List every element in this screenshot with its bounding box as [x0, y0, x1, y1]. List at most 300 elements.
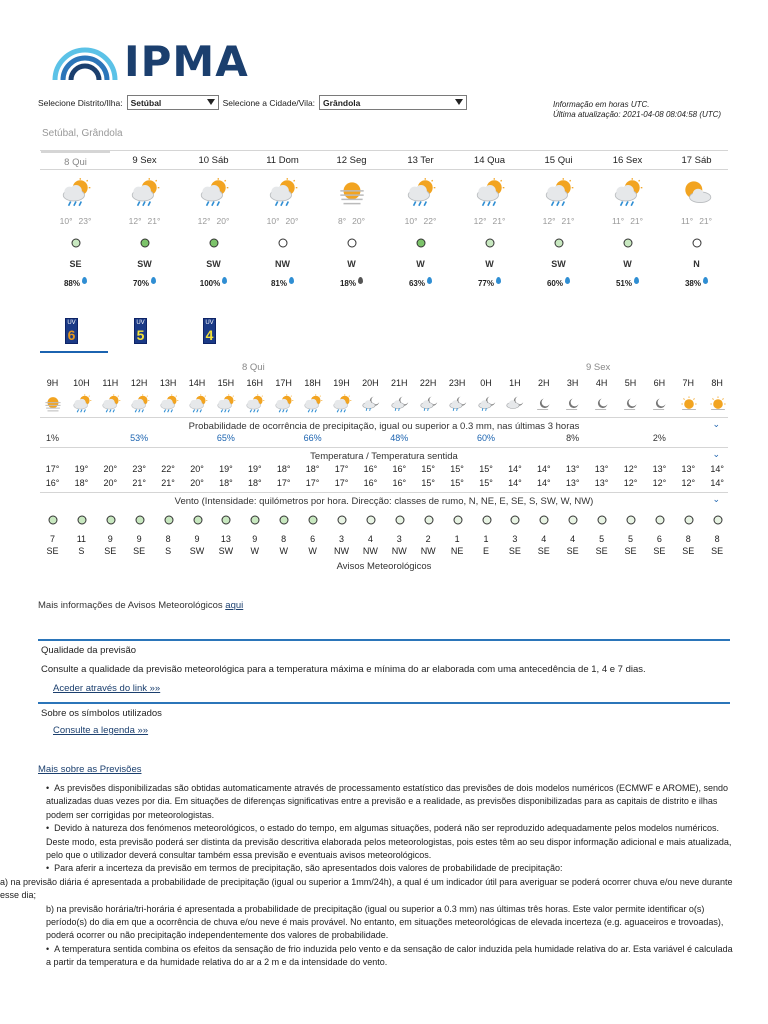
hour-label: 2H: [538, 378, 550, 388]
note-text: a) na previsão diária é apresentada a probabilidade de precipitação (igual ou superior a 1mm/24h), a qual é um indicador útil para averiguar se poderá ocorrer chuva e/ou neve durante esse dia;: [0, 876, 733, 901]
hourly-wind-speed: 4: [541, 534, 547, 544]
day-wind-dir: SE: [69, 259, 82, 269]
partly-cloudy-rain-icon: [129, 393, 151, 415]
rain-drop-icon: [151, 277, 156, 284]
hour-label: 16H: [246, 378, 264, 388]
wind-direction-icon: [47, 514, 59, 526]
hourly-wind-dir: SW: [218, 546, 234, 556]
wind-direction-icon: [163, 514, 175, 526]
hour-label: 9H: [46, 378, 59, 388]
logo-text: IPMA: [124, 37, 249, 86]
tmin: 12°: [542, 216, 556, 226]
hourly-wind-dir: NW: [420, 546, 436, 556]
hourly-wind-dir: NW: [334, 546, 349, 556]
hourly-wind-speed: 9: [194, 534, 200, 544]
hourly-feels-value: 14°: [536, 478, 551, 488]
day-precip: [593, 279, 662, 288]
hourly-wind-speed: 6: [310, 534, 316, 544]
tmax: 23°: [78, 216, 92, 226]
precip-value: 81%: [270, 279, 287, 288]
hourly-feels-value: 21°: [161, 478, 175, 488]
hour-label: 8H: [711, 378, 723, 388]
day-precip-row: [40, 279, 728, 291]
hourly-feels-value: 15°: [479, 478, 493, 488]
hourly-temp-value: 14°: [536, 464, 551, 474]
hourly-feels-value: 16°: [363, 478, 378, 488]
hourly-wind-speed: 6: [656, 534, 662, 544]
hourly-wind-speed: 11: [76, 534, 87, 544]
location-selectors: [38, 95, 467, 110]
hourly-feels-value: 16°: [45, 478, 60, 488]
hourly-wind-dir: SE: [624, 546, 637, 556]
hour-label: 19H: [333, 378, 350, 388]
wind-direction-icon: [41, 237, 110, 249]
hourly-wind-dir: SE: [595, 546, 608, 556]
hourly-wind-speed: 9: [136, 534, 142, 544]
symbols-link[interactable]: Consulte a legenda »»: [53, 725, 149, 736]
hourly-temp-value: 22°: [161, 464, 175, 474]
wind-direction-icon: [712, 514, 724, 526]
tmax: 22°: [423, 216, 437, 226]
hourly-feels-value: 21°: [132, 478, 146, 488]
rain-drop-icon: [358, 277, 363, 284]
night-cloud-rain-icon: [418, 393, 440, 415]
uv-label: UV: [136, 320, 145, 326]
wind-section-header[interactable]: [40, 492, 728, 506]
tmin: 10°: [404, 216, 418, 226]
hourly-wind-speed: 5: [599, 534, 605, 544]
wind-direction-icon: [455, 237, 524, 249]
day-precip: [248, 279, 317, 288]
day-tabs: [40, 150, 728, 170]
ipma-logo[interactable]: [52, 37, 249, 86]
tmin: 10°: [266, 216, 280, 226]
tmin: 10°: [59, 216, 73, 226]
wind-direction-icon: [249, 514, 261, 526]
hourly-feels-value: 17°: [305, 478, 320, 488]
hourly-wind-dir: S: [165, 546, 172, 556]
avisos-link[interactable]: aqui: [225, 600, 244, 611]
note-paragraph: [0, 876, 736, 903]
day-wind-dir: W: [485, 259, 494, 269]
uv-label: UV: [205, 320, 214, 326]
partly-cloudy-rain-icon: [71, 393, 93, 415]
precip-section-title: Probabilidade de ocorrência de precipitação, igual ou superior a 0.3 mm, nas últimas 3 horas: [188, 421, 580, 432]
hourly-wind-dir: SE: [653, 546, 666, 556]
day-temp: [524, 216, 593, 226]
hour-label: 1H: [509, 378, 521, 388]
quality-section: [38, 639, 730, 701]
more-avisos: [38, 600, 243, 611]
hourly-precip-value: 2%: [652, 433, 666, 443]
hourly-wind-dir: SE: [104, 546, 117, 556]
hourly-temp-value: 19°: [219, 464, 233, 474]
day-precip: [41, 279, 110, 288]
precip-value: 63%: [408, 279, 425, 288]
hourly-wind-speed: 5: [627, 534, 633, 544]
uv-value: 5: [136, 327, 145, 343]
utc-info: Informação em horas UTC.: [553, 100, 650, 109]
tmin: 11°: [611, 216, 625, 226]
hourly-wind-dir: W: [308, 546, 317, 556]
avisos-label: Avisos Meteorológicos: [336, 561, 432, 572]
tmax: 20°: [216, 216, 230, 226]
wind-direction-icon: [567, 514, 579, 526]
partly-cloudy-rain-icon: [386, 176, 455, 210]
hourly-precip-value: 53%: [130, 433, 149, 443]
active-tab-indicator: [40, 351, 108, 353]
partly-cloudy-rain-icon: [179, 176, 248, 210]
day-icons-row: [40, 176, 728, 210]
hourly-temp-value: 13°: [594, 464, 609, 474]
hourly-temp-value: 14°: [508, 464, 522, 474]
tmax: 20°: [285, 216, 299, 226]
uv-value: 4: [205, 327, 214, 343]
hourly-wind-dir: SE: [537, 546, 550, 556]
day-temp: [41, 216, 110, 226]
hourly-wind-dir: SE: [508, 546, 521, 556]
hour-label: 23H: [448, 378, 466, 388]
day-wind-dir: SW: [137, 259, 152, 269]
hourly-wind-dir: S: [78, 546, 85, 556]
day-precip: [524, 279, 593, 288]
hourly-temp-value: 19°: [247, 464, 262, 474]
partly-cloudy-rain-icon: [455, 176, 524, 210]
wind-direction-icon: [538, 514, 550, 526]
precip-value: 77%: [477, 279, 494, 288]
quality-title: Qualidade da previsão: [41, 645, 137, 656]
day-precip: [179, 279, 248, 288]
district-select-value: Setúbal: [130, 97, 162, 108]
city-select[interactable]: [319, 95, 467, 110]
note-paragraph: • Para aferir a incerteza da previsão em termos de precipitação, são apresentados dois valores de probabilidade de precipitação:: [46, 862, 736, 875]
hourly-wind-icons-row: [38, 514, 738, 528]
rain-drop-icon: [427, 277, 432, 284]
moon-icon: [649, 393, 671, 415]
wind-direction-icon: [683, 514, 695, 526]
hourly-temp-value: 16°: [392, 464, 407, 474]
hourly-wind-speed: 8: [281, 534, 287, 544]
hourly-day2-label: 9 Sex: [586, 362, 611, 373]
hourly-feels-value: 18°: [74, 478, 89, 488]
hourly-feels-value: 18°: [219, 478, 233, 488]
wind-direction-icon: [278, 514, 290, 526]
sun-icon: [678, 393, 700, 415]
hourly-wind-speed: 13: [220, 534, 231, 544]
precip-value: 70%: [132, 279, 149, 288]
day-wind-dir: SW: [206, 259, 221, 269]
wind-direction-icon: [481, 514, 493, 526]
wind-section-title: Vento (Intensidade: quilómetros por hora. Direcção: classes de rumo, N, NE, E, SE, S, SW, W, NW): [174, 496, 594, 507]
district-label: Selecione Distrito/Ilha:: [38, 97, 123, 108]
day-tab[interactable]: 15 Qui: [544, 155, 573, 166]
hourly-temp-value: 14°: [710, 464, 724, 474]
note-paragraph: b) na previsão horária/tri-horária é apresentada a probabilidade de precipitação (igual ou superior a 0.3 mm) nas últimas três horas. Este valor permite identificar o(s) período(s) do dia em que a ocorrência de chuva e/ou neve é mais provável. No entanto, em situações meteorológicas de elevada incerteza (e.g. aguaceiros e trovoadas), poderá ocorrer ou não precipitação independentemente dos valores de probabilidade.: [46, 903, 724, 941]
hourly-temp-value: 15°: [450, 464, 464, 474]
hourly-feels-value: 16°: [392, 478, 407, 488]
location-title: Setúbal, Grândola: [42, 128, 123, 139]
hourly-precip-value: 48%: [390, 433, 409, 443]
hourly-wind-speed: 1: [454, 534, 460, 544]
hour-label: 10H: [73, 378, 90, 388]
day-wind-dir: N: [693, 259, 700, 269]
hourly-temp-value: 13°: [565, 464, 580, 474]
partly-cloudy-rain-icon: [215, 393, 237, 415]
note-paragraph: • A temperatura sentida combina os efeitos da sensação de frio induzida pelo vento e da sensação de calor induzida pela humidade relativa do ar. Esta variável é calculada a partir da temperatura e da humidade relativa do ar a 2 m e da intensidade do vento.: [46, 943, 736, 970]
day-temp: [248, 216, 317, 226]
hour-label: 21H: [391, 378, 408, 388]
chevron-down-icon[interactable]: ⌄: [712, 419, 720, 429]
hourly-feels-value: 18°: [247, 478, 262, 488]
hourly-feels-value: 13°: [594, 478, 609, 488]
hourly-day1-label: 8 Qui: [242, 362, 265, 373]
partly-cloudy-rain-icon: [331, 393, 353, 415]
hourly-wind-speed-row: [38, 534, 738, 545]
day-tab[interactable]: 9 Sex: [132, 155, 157, 166]
hourly-wind-speed: 8: [714, 534, 720, 544]
tmax: 21°: [561, 216, 575, 226]
hourly-wind-speed: 9: [107, 534, 113, 544]
hour-label: 18H: [304, 378, 321, 388]
partly-cloudy-rain-icon: [244, 393, 266, 415]
hourly-feels-value: 12°: [623, 478, 638, 488]
tmax: 21°: [630, 216, 644, 226]
last-update: Última atualização: 2021-04-08 08:04:58 (UTC): [553, 110, 722, 119]
day-tab[interactable]: 11 Dom: [266, 155, 299, 166]
wind-direction-icon: [423, 514, 435, 526]
hourly-feels-value: 15°: [421, 478, 435, 488]
hourly-feels-value: 12°: [681, 478, 696, 488]
district-select[interactable]: [127, 95, 219, 110]
hourly-wind-dir: W: [279, 546, 288, 556]
hourly-temp-value: 15°: [421, 464, 435, 474]
day-wind-dir: SW: [551, 259, 566, 269]
wind-direction-icon: [394, 514, 406, 526]
uv-label: UV: [67, 320, 76, 326]
day-temp: [317, 216, 386, 226]
precip-value: 100%: [199, 279, 221, 288]
wind-direction-icon: [336, 514, 348, 526]
hourly-feels-value: 15°: [450, 478, 464, 488]
symbols-title: Sobre os símbolos utilizados: [41, 708, 162, 719]
forecast-notes: [0, 782, 736, 970]
partly-cloudy-rain-icon: [302, 393, 324, 415]
temp-section-header[interactable]: [40, 447, 728, 461]
night-cloud-rain-icon: [476, 393, 498, 415]
day-tab[interactable]: 14 Qua: [473, 155, 506, 166]
wind-direction-icon: [365, 514, 377, 526]
day-precip: [455, 279, 524, 288]
hour-label: 7H: [682, 378, 695, 388]
hour-label: 4H: [595, 378, 608, 388]
precip-value: 18%: [339, 279, 356, 288]
hourly-wind-dir: NW: [391, 546, 407, 556]
wind-direction-icon: [192, 514, 204, 526]
hourly-feels-value: 17°: [334, 478, 349, 488]
hours-row: [38, 378, 738, 390]
hourly-feels-value: 12°: [652, 478, 667, 488]
hour-label: 0H: [480, 378, 492, 388]
update-info: [553, 100, 721, 120]
day-precip: [386, 279, 455, 288]
hourly-wind-dir: SE: [711, 546, 724, 556]
moon-icon: [620, 393, 642, 415]
hourly-wind-speed: 3: [512, 534, 518, 544]
tmin: 11°: [680, 216, 694, 226]
haze-sun-icon: [317, 176, 386, 210]
hourly-temp-value: 12°: [623, 464, 638, 474]
uv-index-badge: [203, 318, 216, 344]
day-tab[interactable]: 8 Qui: [41, 151, 110, 173]
rain-drop-icon: [82, 277, 87, 284]
tmin: 12°: [473, 216, 487, 226]
chevron-down-icon: [455, 99, 463, 105]
hour-label: 15H: [217, 378, 235, 388]
hourly-precip-value: 8%: [566, 433, 580, 443]
day-tab[interactable]: 16 Sex: [612, 155, 643, 166]
partly-cloudy-rain-icon: [158, 393, 180, 415]
tmin: 12°: [128, 216, 142, 226]
quality-link[interactable]: Aceder através do link »»: [53, 683, 161, 694]
hourly-wind-speed: 2: [425, 534, 431, 544]
day-tab[interactable]: 12 Seg: [336, 155, 367, 166]
sun-icon: [707, 393, 729, 415]
precip-value: 60%: [546, 279, 563, 288]
day-wind-dir: NW: [275, 259, 290, 269]
day-precip: [317, 279, 386, 288]
hour-label: 22H: [419, 378, 437, 388]
tmin: 12°: [197, 216, 211, 226]
hourly-precip-row: [38, 433, 738, 444]
uv-index-badge: [65, 318, 78, 344]
mais-previsoes-link[interactable]: Mais sobre as Previsões: [38, 764, 142, 775]
hourly-temp-value: 18°: [276, 464, 291, 474]
temp-section-title: Temperatura / Temperatura sentida: [310, 451, 458, 462]
day-tab[interactable]: 10 Sáb: [198, 155, 229, 166]
partly-cloudy-rain-icon: [41, 176, 110, 210]
precip-value: 88%: [63, 279, 80, 288]
day-wind-icons-row: [40, 237, 728, 253]
city-select-value: Grândola: [323, 97, 361, 108]
day-tab[interactable]: 17 Sáb: [681, 155, 712, 166]
precip-section-header[interactable]: [40, 417, 728, 431]
precip-value: 51%: [615, 279, 632, 288]
more-avisos-text: Mais informações de Avisos Meteorológicos: [38, 600, 223, 611]
wind-direction-icon: [134, 514, 146, 526]
hourly-temp-value: 17°: [45, 464, 60, 474]
hourly-temp-value: 17°: [334, 464, 349, 474]
rain-drop-icon: [703, 277, 708, 284]
rain-drop-icon: [496, 277, 501, 284]
hour-label: 17H: [275, 378, 292, 388]
wind-direction-icon: [248, 237, 317, 249]
hourly-wind-speed: 7: [49, 534, 55, 544]
hourly-wind-speed: 4: [367, 534, 373, 544]
hour-label: 5H: [624, 378, 637, 388]
hourly-wind-dir: SE: [682, 546, 695, 556]
day-temp: [593, 216, 662, 226]
hourly-feels-value: 14°: [710, 478, 724, 488]
hourly-temp-value: 19°: [74, 464, 89, 474]
hourly-temp-value: 15°: [479, 464, 493, 474]
wind-direction-icon: [386, 237, 455, 249]
hourly-wind-dir: SE: [133, 546, 146, 556]
day-precip: [110, 279, 179, 288]
wind-direction-icon: [509, 514, 521, 526]
hourly-feels-row: [38, 478, 738, 489]
hourly-wind-speed: 3: [396, 534, 402, 544]
tmin: 8°: [338, 216, 347, 226]
uv-index-badge: [134, 318, 147, 344]
hour-label: 20H: [362, 378, 379, 388]
day-wind-row: [40, 259, 728, 271]
sun-icon: [42, 393, 64, 415]
hourly-precip-value: 60%: [476, 433, 495, 443]
logo-arc-icon: [52, 42, 118, 82]
wind-direction-icon: [596, 514, 608, 526]
partly-cloudy-icon: [662, 176, 731, 210]
hourly-temp-value: 13°: [681, 464, 696, 474]
partly-cloudy-rain-icon: [248, 176, 317, 210]
hourly-feels-value: 20°: [103, 478, 118, 488]
day-wind-dir: W: [347, 259, 356, 269]
wind-direction-icon: [593, 237, 662, 249]
moon-icon: [562, 393, 584, 415]
rain-drop-icon: [634, 277, 639, 284]
partly-cloudy-rain-icon: [100, 393, 122, 415]
day-temp: [179, 216, 248, 226]
hourly-wind-speed: 9: [252, 534, 258, 544]
hourly-feels-value: 14°: [508, 478, 522, 488]
day-tab[interactable]: 13 Ter: [407, 155, 434, 166]
note-paragraph: • As previsões disponibilizadas são obtidas automaticamente através de processamento estatístico das previsões de dois modelos numéricos (ECMWF e AROME), sendo atualizadas duas vezes por dia. Em situações de diferenças significativas entre a previsão e a realidade, as previsões disponibilizadas para as capitais de distrito e ilhas podem ser corrigidas por meteorologistas.: [46, 782, 736, 822]
hourly-precip-value: 1%: [45, 433, 59, 443]
hourly-wind-dir: NW: [362, 546, 378, 556]
hourly-icons-row: [38, 393, 738, 415]
hourly-wind-dir: SE: [566, 546, 579, 556]
wind-direction-icon: [105, 514, 117, 526]
day-wind-dir: W: [623, 259, 632, 269]
moon-icon: [591, 393, 613, 415]
hourly-wind-dir: NE: [450, 546, 464, 556]
day-temp: [662, 216, 731, 226]
tmax: 20°: [352, 216, 365, 226]
hourly-temp-value: 20°: [190, 464, 204, 474]
symbols-section: [38, 702, 730, 742]
wind-direction-icon: [625, 514, 637, 526]
night-cloud-rain-icon: [360, 393, 382, 415]
wind-direction-icon: [179, 237, 248, 249]
wind-direction-icon: [452, 514, 464, 526]
quality-text: Consulte a qualidade da previsão meteorológica para a temperatura máxima e mínima do ar elaborada com uma antecedência de 1, 4 e 7 dias.: [41, 664, 646, 675]
hour-label: 13H: [159, 378, 177, 388]
night-cloud-rain-icon: [389, 393, 411, 415]
chevron-down-icon[interactable]: ⌄: [712, 494, 720, 504]
rain-drop-icon: [565, 277, 570, 284]
hourly-temp-value: 18°: [305, 464, 320, 474]
hour-label: 3H: [566, 378, 579, 388]
day-temp: [455, 216, 524, 226]
wind-direction-icon: [76, 514, 88, 526]
day-precip: [662, 279, 731, 288]
hourly-wind-speed: 3: [338, 534, 344, 544]
hourly-feels-value: 20°: [190, 478, 204, 488]
hourly-precip-value: 66%: [303, 433, 322, 443]
chevron-down-icon[interactable]: ⌄: [712, 449, 720, 459]
day-temp: [386, 216, 455, 226]
day-temp: [110, 216, 179, 226]
chevron-down-icon: [207, 99, 215, 105]
